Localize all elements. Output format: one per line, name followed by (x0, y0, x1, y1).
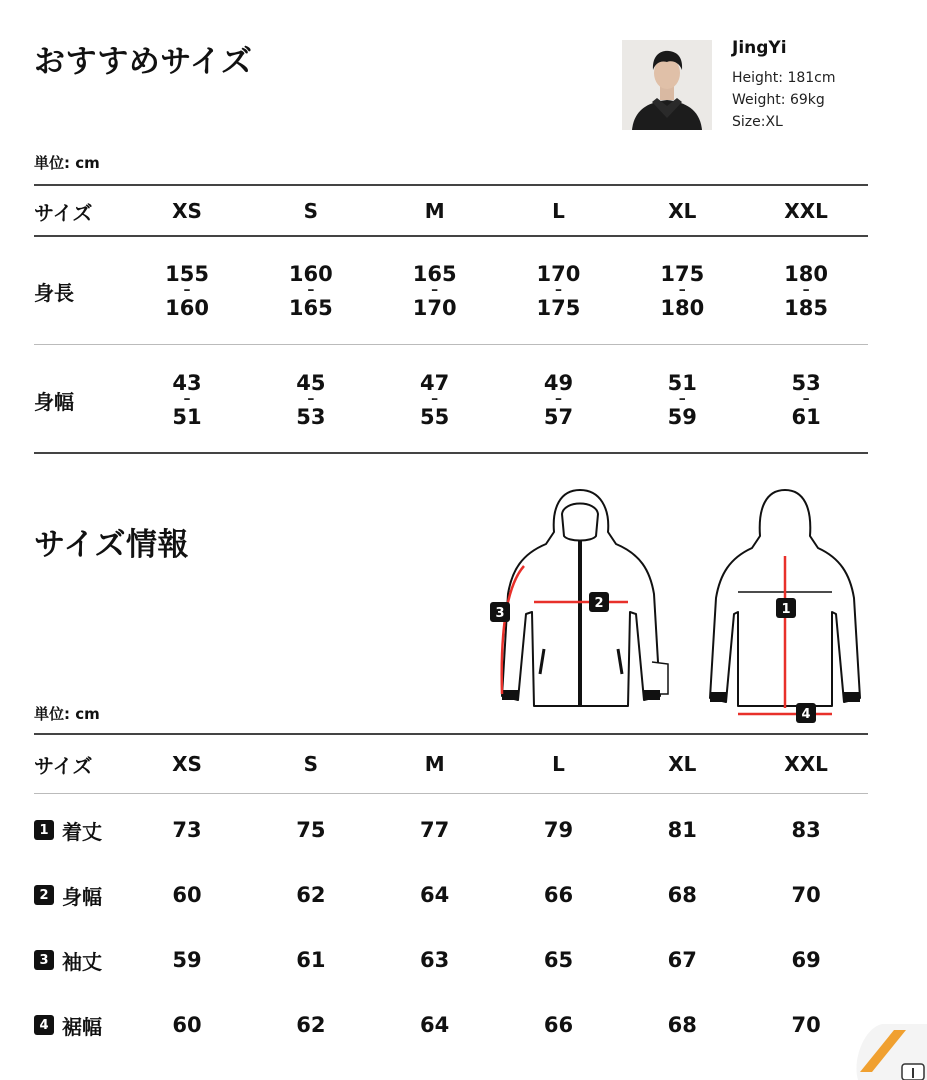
value-cell: 70 (791, 883, 821, 907)
value-cell: 61 (296, 948, 326, 972)
info-header-row (34, 748, 868, 780)
recommended-row-height (34, 256, 868, 326)
info-row-sleeve (34, 944, 868, 976)
model-size: Size:XL (732, 114, 783, 130)
recommended-row-chest (34, 365, 868, 435)
header-size-label: サイズ (34, 200, 93, 225)
row-label-hem: 4 裾幅 (34, 1011, 125, 1040)
range-cell: 180 – 185 (784, 262, 829, 320)
value-cell: 73 (172, 818, 202, 842)
info-row-hem (34, 1009, 868, 1041)
range-cell: 160 – 165 (288, 262, 333, 320)
range-cell: 175 – 180 (660, 262, 705, 320)
jacket-front-diagram (482, 484, 678, 714)
value-cell: 67 (667, 948, 697, 972)
jacket-back-diagram (692, 484, 878, 724)
value-cell: 64 (420, 1013, 450, 1037)
svg-text:3: 3 (495, 606, 505, 621)
value-cell: 68 (667, 883, 697, 907)
header-xl: XL (668, 199, 697, 223)
range-cell: 45 – 53 (296, 371, 326, 429)
badge-4-icon: 4 (34, 1015, 54, 1035)
recommended-header-row (34, 196, 868, 226)
recommended-title: おすすめサイズ (34, 44, 253, 80)
recommended-bottom-rule (34, 452, 868, 454)
value-cell: 77 (420, 818, 450, 842)
header-l: L (552, 752, 565, 776)
header-l: L (552, 199, 565, 223)
value-cell: 62 (296, 883, 326, 907)
header-s: S (303, 752, 319, 776)
value-cell: 79 (543, 818, 574, 842)
row-label-height: 身長 (34, 280, 74, 305)
recommended-row-rule (34, 344, 868, 345)
value-cell: 62 (296, 1013, 326, 1037)
corner-widget-icon[interactable] (842, 1020, 927, 1080)
svg-text:1: 1 (781, 602, 791, 617)
header-xxl: XXL (784, 752, 828, 776)
value-cell: 75 (296, 818, 326, 842)
range-cell: 170 – 175 (536, 262, 581, 320)
header-m: M (424, 752, 445, 776)
range-cell: 51 – 59 (667, 371, 697, 429)
range-cell: 165 – 170 (412, 262, 457, 320)
value-cell: 69 (791, 948, 821, 972)
info-unit: 単位: cm (34, 705, 100, 723)
header-xxl: XXL (784, 199, 828, 223)
info-row-chest (34, 879, 868, 911)
row-label-chest: 2 身幅 (34, 881, 125, 910)
info-row-length (34, 814, 868, 846)
row-label-length: 1 着丈 (34, 816, 125, 845)
model-name: JingYi (732, 38, 787, 58)
badge-1-icon: 1 (34, 820, 54, 840)
header-xs: XS (172, 752, 202, 776)
recommended-top-rule (34, 184, 868, 186)
range-cell: 43 – 51 (172, 371, 202, 429)
value-cell: 60 (172, 883, 202, 907)
range-cell: 53 – 61 (791, 371, 821, 429)
value-cell: 66 (543, 883, 574, 907)
value-cell: 66 (543, 1013, 574, 1037)
recommended-header-rule (34, 235, 868, 237)
row-label-sleeve: 3 袖丈 (34, 946, 125, 975)
svg-text:4: 4 (801, 707, 811, 722)
header-size-label: サイズ (34, 753, 93, 778)
value-cell: 65 (543, 948, 574, 972)
range-cell: 49 – 57 (543, 371, 574, 429)
recommended-unit: 単位: cm (34, 154, 100, 172)
range-cell: 47 – 55 (420, 371, 450, 429)
value-cell: 68 (667, 1013, 697, 1037)
row-label-chest: 身幅 (34, 389, 74, 414)
value-cell: 70 (791, 1013, 821, 1037)
value-cell: 64 (420, 883, 450, 907)
info-title: サイズ情報 (34, 527, 190, 563)
header-xl: XL (668, 752, 697, 776)
model-height: Height: 181cm (732, 70, 836, 86)
range-cell: 155 – 160 (165, 262, 209, 320)
model-weight: Weight: 69kg (732, 92, 825, 108)
info-header-rule (34, 793, 868, 794)
badge-2-icon: 2 (34, 885, 54, 905)
model-photo (622, 40, 712, 130)
value-cell: 63 (420, 948, 450, 972)
info-top-rule (34, 733, 868, 735)
value-cell: 59 (172, 948, 202, 972)
badge-3-icon: 3 (34, 950, 54, 970)
svg-text:2: 2 (594, 596, 604, 611)
header-m: M (424, 199, 445, 223)
value-cell: 81 (667, 818, 697, 842)
header-s: S (303, 199, 319, 223)
header-xs: XS (172, 199, 202, 223)
value-cell: 60 (172, 1013, 202, 1037)
value-cell: 83 (791, 818, 821, 842)
